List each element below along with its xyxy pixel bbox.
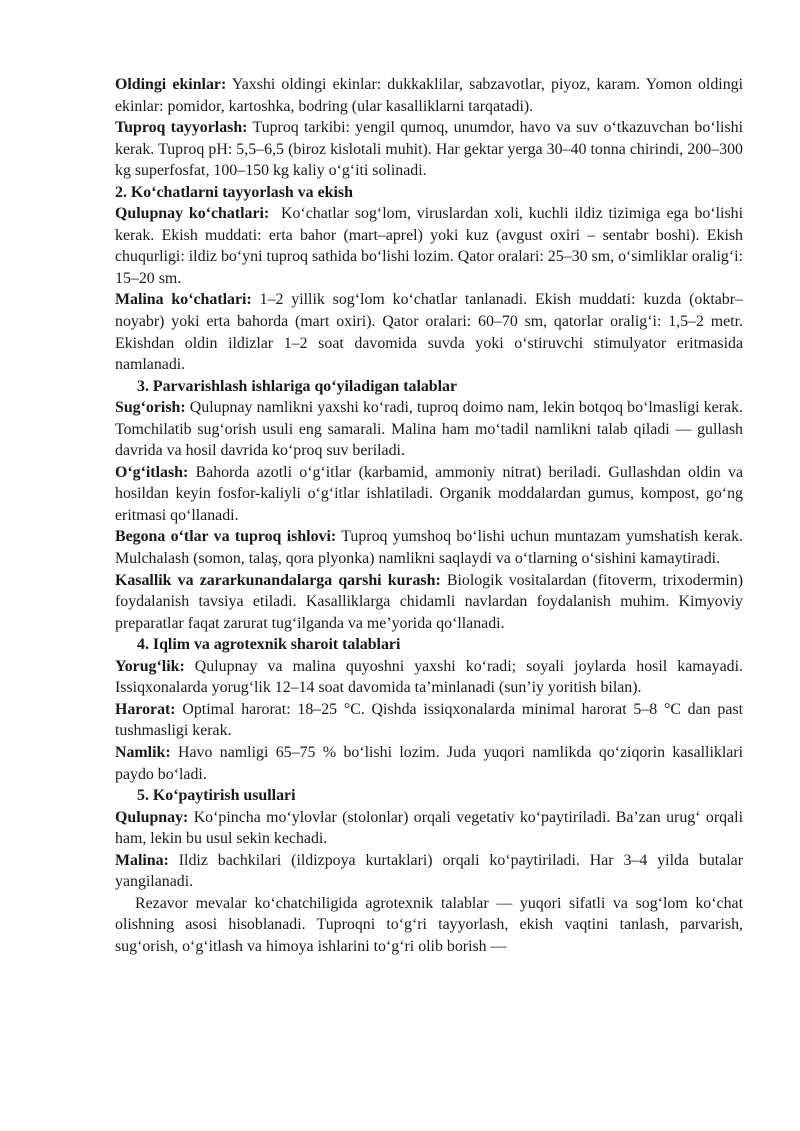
paragraph-lead: Begona oʻtlar va tuproq ishlovi:	[115, 528, 337, 546]
paragraph-text: Tuproq tarkibi: yengil qumoq, unumdor, havo va suv oʻtkazuvchan boʻlishi kerak. Tuproq pH: 5,5–6,5 (biroz kislotali muhit). Har gektar yerga 30–40 tonna chirindi, 200–300 kg superfosfat, 100–150 kg kaliy oʻgʻiti solinadi.	[115, 119, 743, 180]
paragraph-strawberry-propagation	[115, 807, 743, 850]
paragraph-lead: Sugʻorish:	[115, 399, 186, 417]
document-page	[115, 74, 747, 957]
section-heading-5: 5. Koʻpaytirish usullari	[137, 787, 296, 805]
paragraph-text: Qulupnay va malina quyoshni yaxshi koʻradi; soyali joylarda hosil kamayadi. Issiqxonalarda yorugʻlik 12–14 soat davomida taʼminlanadi (sunʼiy yoritish bilan).	[115, 657, 743, 697]
paragraph-text: Bahorda azotli oʻgʻitlar (karbamid, ammoniy nitrat) beriladi. Gullashdan oldin va hosildan keyin fosfor-kaliyli oʻgʻitlar ishlatiladi. Organik moddalardan gumus, kompost, goʻng eritmasi qoʻllanadi.	[115, 463, 743, 524]
paragraph-light	[115, 656, 743, 699]
paragraph-strawberry-seedlings	[115, 203, 747, 289]
paragraph-lead: Oldingi ekinlar:	[115, 76, 227, 93]
paragraph-predecessor-crops	[115, 74, 743, 117]
paragraph-conclusion: Rezavor mevalar koʻchatchiligida agrotexnik talablar — yuqori sifatli va sogʻlom koʻchat olishning asosi hisoblanadi. Tuproqni toʻgʻri tayyorlash, ekish vaqtini tanlash, parvarish, sugʻorish, oʻgʻitlash va himoya ishlarini toʻgʻri olib borish —	[115, 894, 743, 955]
section-heading-3: 3. Parvarishlash ishlariga qoʻyiladigan talablar	[137, 377, 458, 395]
paragraph-text: Koʻchatlar sogʻlom, viruslardan xoli, kuchli ildiz tizimiga ega boʻlishi kerak. Ekish muddati: erta bahor (mart–aprel) yoki kuz (avgust oxiri – sentabr boshi). Ekish chuqurligi: ildiz boʻyni tuproq sathida boʻlishi lozim. Qator oralari: 25–30 sm, oʻsimliklar oraligʻi: 15–20 sm.	[115, 205, 747, 287]
paragraph-lead: Malina koʻchatlari:	[115, 291, 252, 309]
paragraph-text: Qulupnay namlikni yaxshi koʻradi, tuproq doimo nam, lekin botqoq boʻlmasligi kerak. Tomchilatib sugʻorish usuli eng samarali. Malina ham moʻtadil namlikni talab qiladi — gullash davrida va hosil davrida koʻproq suv beriladi.	[115, 399, 743, 460]
paragraph-lead: Kasallik va zararkunandalarga qarshi kurash:	[115, 571, 441, 589]
paragraph-weeds-tillage	[115, 526, 743, 569]
paragraph-text: Havo namligi 65–75 % boʻlishi lozim. Juda yuqori namlikda qoʻziqorin kasalliklari paydo boʻladi.	[115, 743, 743, 783]
paragraph-text: Ildiz bachkilari (ildizpoya kurtaklari) orqali koʻpaytiriladi. Har 3–4 yilda butalar yangilanadi.	[115, 851, 743, 891]
paragraph-fertilizing	[115, 462, 743, 527]
section-heading-2: 2. Koʻchatlarni tayyorlash va ekish	[115, 183, 353, 201]
paragraph-raspberry-propagation	[115, 850, 743, 893]
paragraph-temperature	[115, 699, 743, 742]
paragraph-lead: Yorugʻlik:	[115, 657, 185, 675]
paragraph-irrigation	[115, 397, 743, 462]
paragraph-lead: Namlik:	[115, 743, 171, 761]
paragraph-text: Tuproq yumshoq boʻlishi uchun muntazam yumshatish kerak. Mulchalash (somon, talaş, qora plyonka) namlikni saqlaydi va oʻtlarning oʻsishini kamaytiradi.	[115, 528, 743, 568]
paragraph-soil-preparation	[115, 117, 743, 182]
paragraph-lead: Harorat:	[115, 700, 176, 718]
paragraph-text: Biologik vositalardan (fitoverm, trixodermin) foydalanish tavsiya etiladi. Kasalliklarga chidamli navlardan foydalanish muhim. Kimyoviy preparatlar faqat zarurat tugʻilganda va meʼyorida qoʻllanadi.	[115, 571, 743, 632]
paragraph-lead: Tuproq tayyorlash:	[115, 119, 248, 137]
paragraph-text: 1–2 yillik sogʻlom koʻchatlar tanlanadi. Ekish muddati: kuzda (oktabr–noyabr) yoki erta bahorda (mart oxiri). Qator oralari: 60–70 sm, qatorlar oraligʻi: 1,5–2 metr. Ekishdan oldin ildizlar 1–2 soat davomida suvda yoki oʻstiruvchi stimulyator eritmasida namlanadi.	[115, 291, 743, 374]
paragraph-lead: Oʻgʻitlash:	[115, 463, 189, 481]
paragraph-lead: Qulupnay:	[115, 808, 189, 826]
paragraph-text: Koʻpincha moʻylovlar (stolonlar) orqali vegetativ koʻpaytiriladi. Baʼzan urugʻ orqali ham, lekin bu usul sekin kechadi.	[115, 808, 743, 848]
paragraph-text: Yaxshi oldingi ekinlar: dukkaklilar, sabzavotlar, piyoz, karam. Yomon oldingi ekinlar: pomidor, kartoshka, bodring (ular kasalliklarni tarqatadi).	[115, 76, 744, 115]
paragraph-humidity	[115, 742, 743, 785]
section-heading-4: 4. Iqlim va agrotexnik sharoit talablari	[137, 636, 401, 654]
paragraph-lead: Malina:	[115, 851, 169, 869]
paragraph-raspberry-seedlings	[115, 289, 743, 375]
paragraph-text: Optimal harorat: 18–25 °C. Qishda issiqxonalarda minimal harorat 5–8 °C dan past tushmasligi kerak.	[115, 700, 743, 740]
paragraph-lead: Qulupnay koʻchatlari:	[115, 205, 270, 223]
paragraph-pest-control	[115, 570, 743, 635]
